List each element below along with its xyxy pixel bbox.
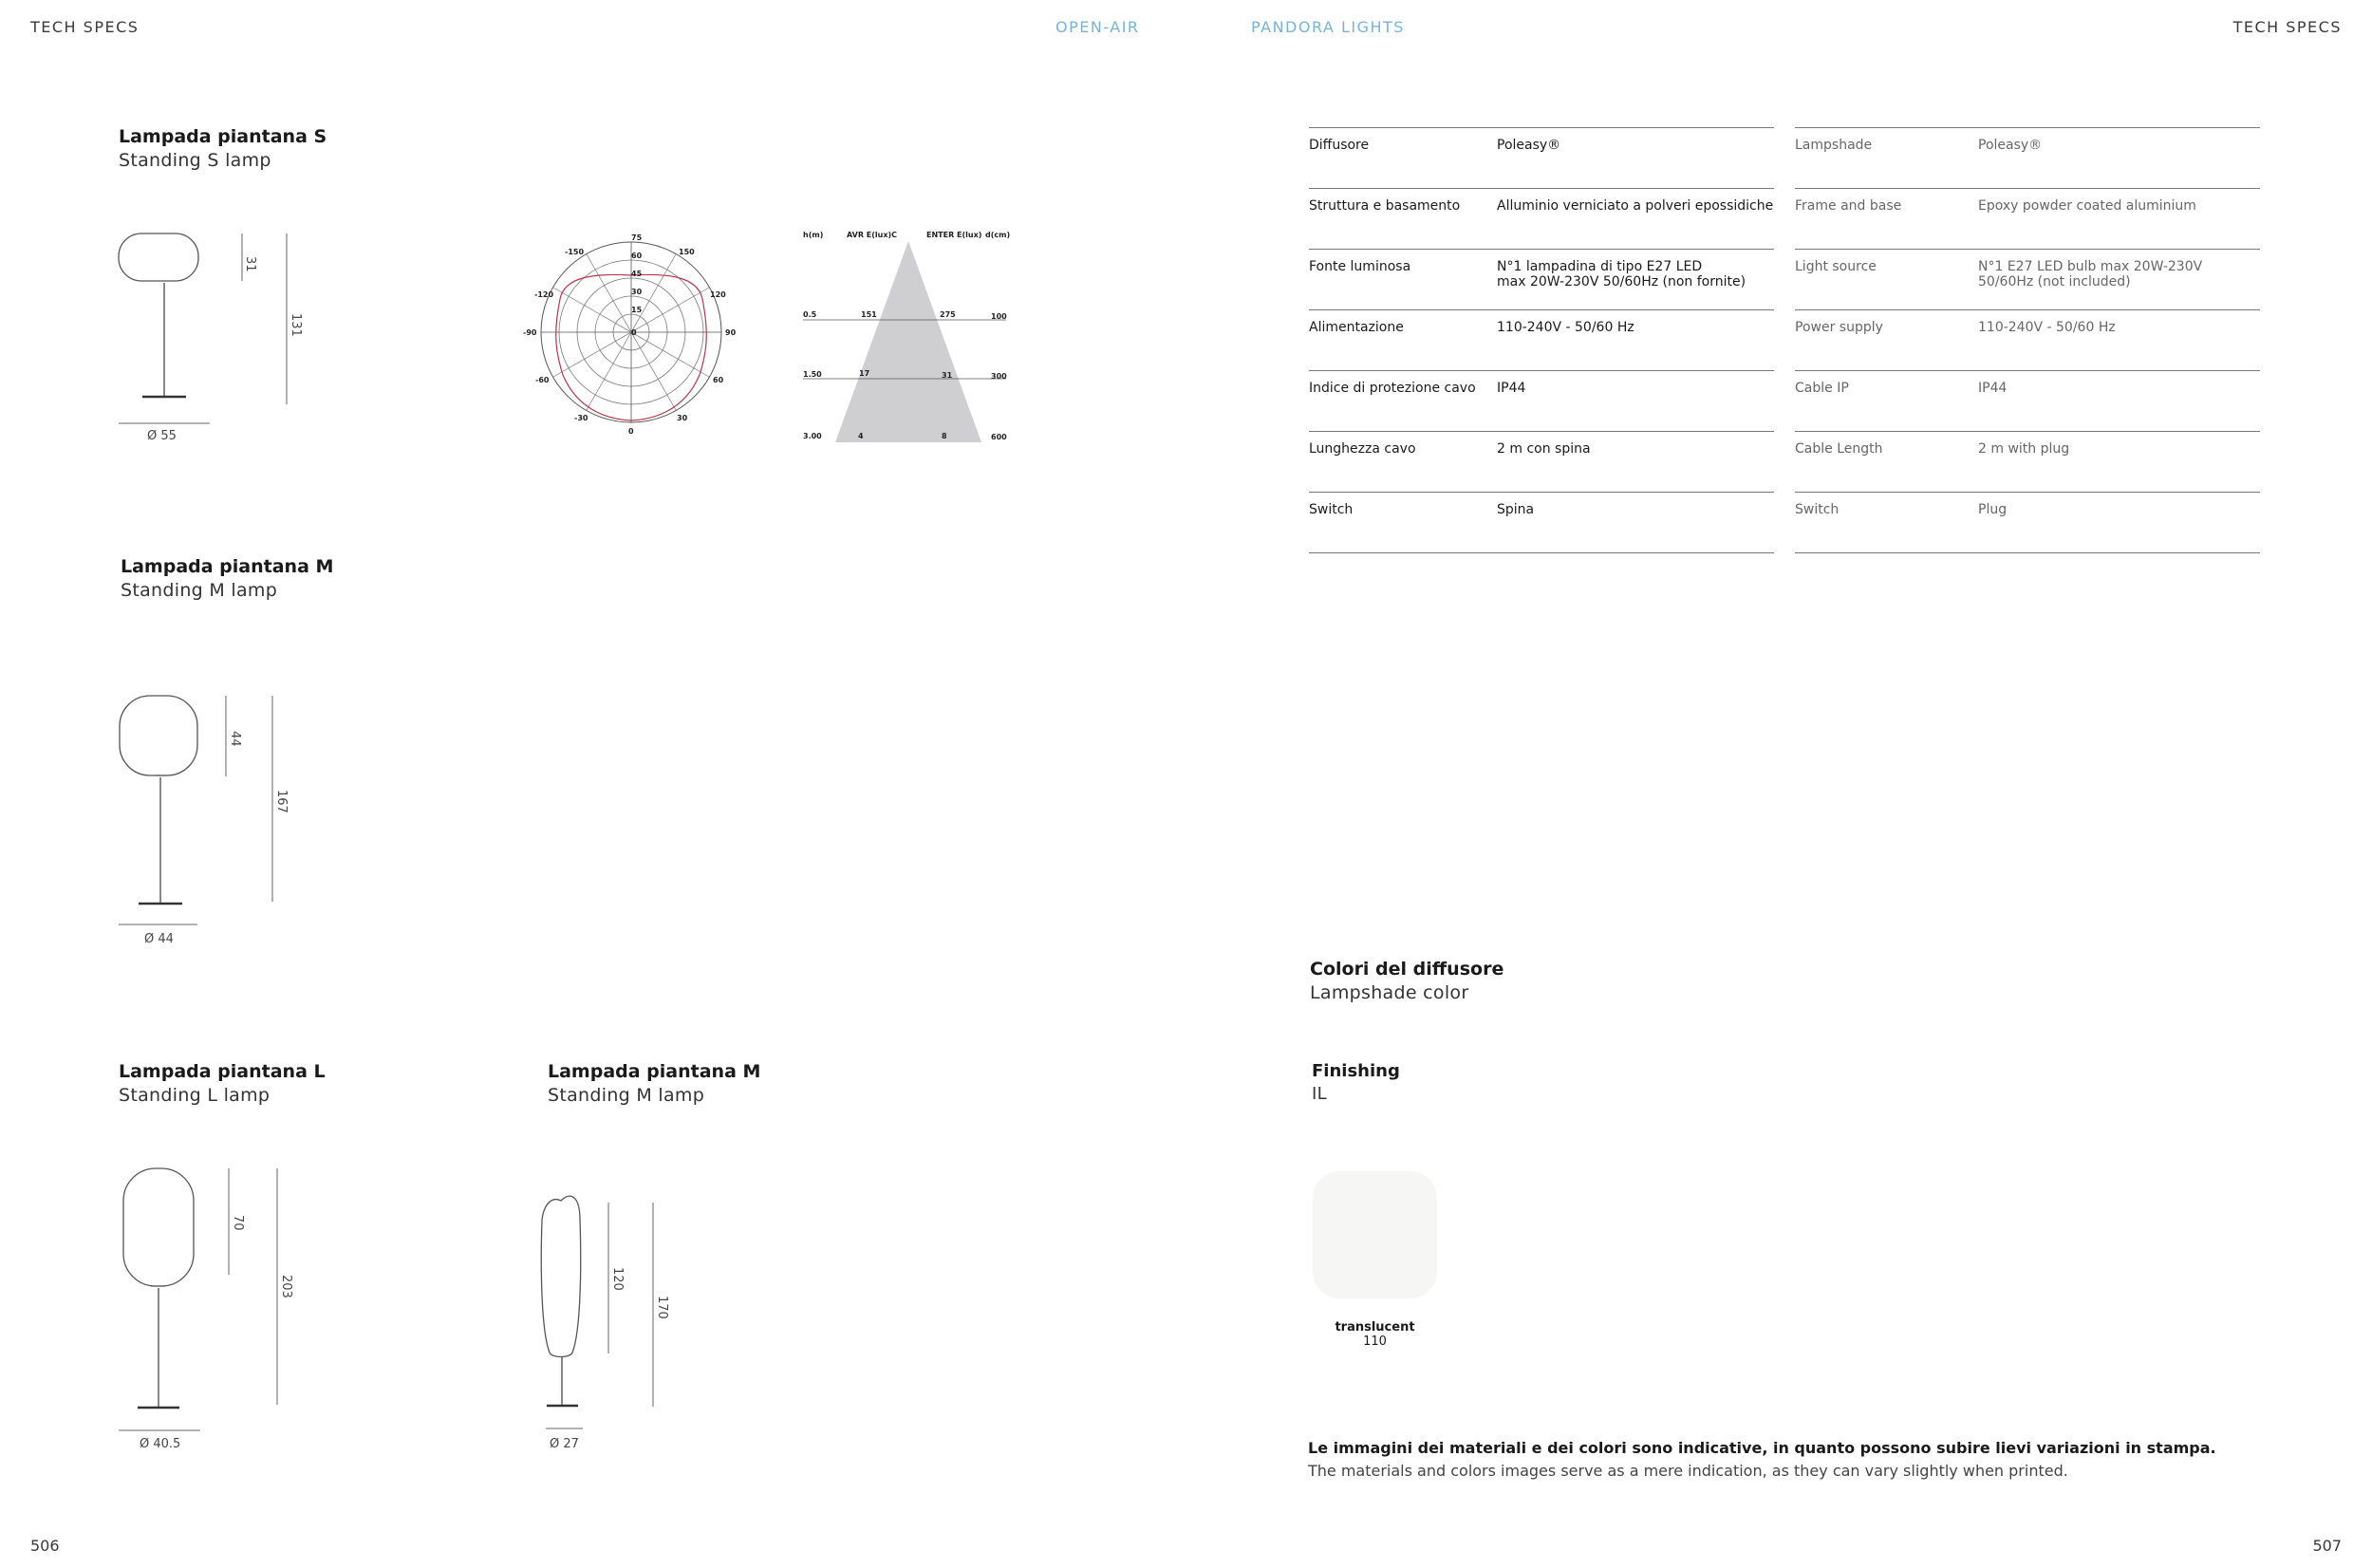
polar-angle-label: -90 [523,328,537,337]
cone-cell: 8 [942,432,947,440]
cone-cell: 4 [858,432,864,440]
cone-header: d(cm) [985,231,1011,239]
cone-header: ENTER E(lux) [926,231,982,239]
lamp-s-heading [119,126,327,171]
spec-value-cell [1497,250,1774,310]
lamp-l-title: Lampada piantana L [119,1061,326,1082]
cone-cell: 0.5 [803,310,817,319]
spec-key: Lampshade [1795,128,1978,189]
table-row [1795,128,2260,189]
cone-cell: 31 [942,371,953,380]
spec-key: Alimentazione [1309,310,1497,371]
table-row [1309,128,1774,189]
header-center-open-air: OPEN-AIR [1055,18,1140,36]
lamp-s-base: Ø 55 [147,429,177,443]
polar-angle-label: 150 [679,248,695,256]
lamp-m2-drawing [536,1191,688,1438]
table-row [1795,250,2260,310]
polar-ring-label: 60 [631,252,643,260]
spec-key: Struttura e basamento [1309,189,1497,250]
polar-angle-label: 30 [677,414,688,422]
polar-angle-label: 120 [710,290,726,299]
lamp-m-shade [120,696,197,775]
polar-ring-label: 15 [631,306,643,314]
lamp-m-title: Lampada piantana M [121,556,334,577]
spec-key: Fonte luminosa [1309,250,1497,310]
cone-cell: 151 [861,310,877,319]
lamp-m-shade-height: 44 [228,731,242,747]
lamp-l-subtitle: Standing L lamp [119,1085,271,1106]
spec-value: 2 m con spina [1497,432,1774,493]
spec-value-cell [1978,250,2260,310]
lamp-m2-shade [541,1196,580,1356]
table-row [1795,189,2260,250]
lamp-m2-shade-height: 120 [610,1267,625,1291]
lamp-l-heading [119,1061,326,1106]
spec-table-it [1309,127,1774,553]
colors-subtitle: Lampshade color [1310,982,1469,1003]
lamp-m-base: Ø 44 [144,932,174,946]
colors-heading [1310,959,1504,1003]
spec-key: Switch [1795,493,1978,553]
polar-angle-label: 60 [713,376,724,384]
header-left: TECH SPECS [30,18,140,36]
lamp-m2-base: Ø 27 [550,1437,579,1451]
spec-key: Power supply [1795,310,1978,371]
lamp-s-shade [119,233,198,281]
page-number-right: 507 [2312,1537,2342,1555]
table-row [1309,432,1774,493]
page-number-left: 506 [30,1537,60,1555]
header-center-pandora: PANDORA LIGHTS [1251,18,1405,36]
table-row [1795,493,2260,553]
swatch-code: 110 [1363,1335,1387,1349]
spec-value-line2: max 20W-230V 50/60Hz (non fornite) [1497,274,1746,289]
spec-key: Indice di protezione cavo [1309,371,1497,432]
finishing-title: Finishing [1312,1061,1400,1081]
polar-angle-label: -60 [535,376,550,384]
spec-value: IP44 [1497,371,1774,432]
lamp-l-total-height: 203 [279,1275,293,1298]
table-row [1309,189,1774,250]
lamp-m-drawing [114,691,304,938]
polar-ring-label: 75 [631,233,643,242]
disclaimer [1308,1439,2216,1480]
table-row [1309,371,1774,432]
spec-value: IP44 [1978,371,2260,432]
lamp-m2-heading [548,1061,760,1106]
spec-value: Poleasy® [1978,128,2260,189]
polar-photometry [513,228,750,446]
spec-value: 2 m with plug [1978,432,2260,493]
finishing-code: IL [1312,1084,1327,1104]
spec-value: Epoxy powder coated aluminium [1978,189,2260,250]
lamp-s-title: Lampada piantana S [119,126,327,147]
lamp-m2-total-height: 170 [655,1296,669,1319]
lamp-l-base: Ø 40.5 [140,1437,181,1451]
table-row [1309,250,1774,310]
cone-cell: 300 [991,372,1007,381]
spec-table-en [1795,127,2260,553]
polar-angle-label: 0 [628,427,634,436]
spec-value: Spina [1497,493,1774,553]
spec-value: 110-240V - 50/60 Hz [1978,310,2260,371]
finishing-heading [1312,1061,1400,1104]
polar-angle-label: -30 [574,414,588,422]
lamp-s-total-height: 131 [289,313,303,337]
lamp-s-subtitle: Standing S lamp [119,150,271,171]
spec-key: Frame and base [1795,189,1978,250]
cone-cell: 1.50 [803,370,822,379]
table-row [1795,310,2260,371]
lamp-m2-title: Lampada piantana M [548,1061,761,1082]
table-row [1795,432,2260,493]
lamp-l-shade-height: 70 [231,1215,245,1231]
polar-angle-label: -150 [565,248,585,256]
spec-value: Alluminio verniciato a polveri epossidiche [1497,189,1774,250]
color-swatch-translucent [1313,1171,1437,1298]
spec-key: Cable Length [1795,432,1978,493]
spec-key: Switch [1309,493,1497,553]
header-right: TECH SPECS [2232,18,2342,36]
spec-key: Light source [1795,250,1978,310]
disclaimer-en: The materials and colors images serve as a mere indication, as they can vary slightly when printed. [1308,1462,2068,1480]
swatch-label [1313,1320,1437,1349]
cone-cell: 3.00 [803,432,822,440]
spec-value: Plug [1978,493,2260,553]
swatch-name: translucent [1335,1320,1415,1335]
spec-key: Diffusore [1309,128,1497,189]
polar-ring-label: 0 [631,328,637,337]
polar-angle-label: -120 [534,290,554,299]
cone-cell: 17 [859,369,870,378]
lamp-m2-subtitle: Standing M lamp [548,1085,705,1106]
lamp-m-heading [121,556,333,601]
spec-value: 110-240V - 50/60 Hz [1497,310,1774,371]
polar-ring-label: 45 [631,270,643,278]
lamp-m-subtitle: Standing M lamp [121,580,278,601]
spec-value: Poleasy® [1497,128,1774,189]
colors-title: Colori del diffusore [1310,959,1504,980]
polar-angle-label: 90 [725,328,737,337]
lamp-l-drawing [114,1163,304,1447]
lamp-s-shade-height: 31 [243,256,257,272]
cone-cell: 600 [991,433,1007,441]
cone-header: h(m) [803,231,824,239]
disclaimer-it: Le immagini dei materiali e dei colori sono indicative, in quanto possono subire lievi variazioni in stampa. [1308,1439,2216,1457]
spec-key: Lunghezza cavo [1309,432,1497,493]
cone-cell: 275 [940,310,956,319]
spec-key: Cable IP [1795,371,1978,432]
lamp-s-drawing [114,228,304,456]
cone-shape [835,241,981,442]
spec-value: N°1 E27 LED bulb max 20W-230V [1978,259,2203,274]
cone-cell: 100 [991,312,1007,321]
polar-ring-label: 30 [631,288,643,296]
cone-illuminance [799,228,1018,446]
cone-header: AVR E(lux)C [847,231,898,239]
table-row [1309,493,1774,553]
table-row [1309,310,1774,371]
spec-value: N°1 lampadina di tipo E27 LED [1497,259,1703,274]
table-row [1795,371,2260,432]
spec-value-line2: 50/60Hz (not included) [1978,274,2131,289]
lamp-m-total-height: 167 [274,790,289,813]
lamp-l-shade [123,1168,194,1286]
